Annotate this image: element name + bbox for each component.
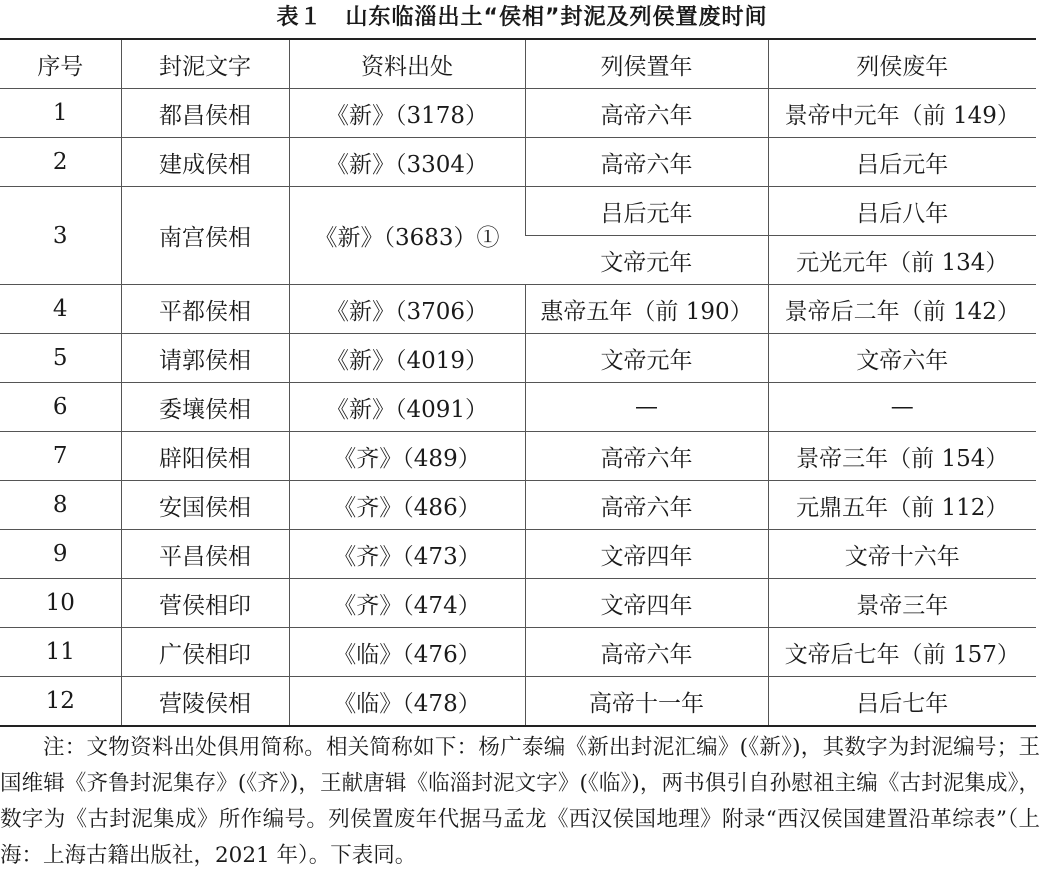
cell-source: 《新》（3178） (289, 89, 525, 138)
cell-seal-text: 委壤侯相 (121, 383, 289, 432)
table-row (0, 187, 1036, 236)
cell-no: 5 (0, 334, 121, 383)
table-row (0, 530, 1036, 579)
cell-seal-text: 请郭侯相 (121, 334, 289, 383)
cell-no: 12 (0, 677, 121, 727)
cell-established: 高帝六年 (525, 89, 768, 138)
table-row (0, 628, 1036, 677)
table-row (0, 677, 1036, 727)
cell-no: 6 (0, 383, 121, 432)
cell-no: 1 (0, 89, 121, 138)
cell-established: 惠帝五年（前 190） (525, 285, 768, 334)
cell-established: — (525, 383, 768, 432)
cell-abolished: 吕后七年 (768, 677, 1036, 727)
cell-established: 文帝四年 (525, 579, 768, 628)
cell-abolished: 景帝后二年（前 142） (768, 285, 1036, 334)
cell-seal-text: 广侯相印 (121, 628, 289, 677)
cell-source: 《齐》（486） (289, 481, 525, 530)
cell-no: 8 (0, 481, 121, 530)
cell-source: 《齐》（489） (289, 432, 525, 481)
table-row (0, 432, 1036, 481)
cell-seal-text: 营陵侯相 (121, 677, 289, 727)
cell-abolished: 吕后八年 (768, 187, 1036, 236)
seal-table (0, 38, 1036, 727)
cell-established: 文帝四年 (525, 530, 768, 579)
table-row (0, 579, 1036, 628)
cell-established: 文帝元年 (525, 236, 768, 285)
cell-source: 《临》（476） (289, 628, 525, 677)
cell-source: 《新》（3706） (289, 285, 525, 334)
cell-source: 《新》（3683）① (289, 187, 525, 285)
header-seal-text: 封泥文字 (121, 39, 289, 89)
cell-established: 吕后元年 (525, 187, 768, 236)
cell-source: 《新》（3304） (289, 138, 525, 187)
cell-seal-text: 南宫侯相 (121, 187, 289, 285)
cell-abolished: 文帝后七年（前 157） (768, 628, 1036, 677)
cell-abolished: — (768, 383, 1036, 432)
cell-seal-text: 平昌侯相 (121, 530, 289, 579)
header-source: 资料出处 (289, 39, 525, 89)
table-row (0, 89, 1036, 138)
cell-no: 3 (0, 187, 121, 285)
cell-seal-text: 都昌侯相 (121, 89, 289, 138)
cell-abolished: 元光元年（前 134） (768, 236, 1036, 285)
cell-abolished: 元鼎五年（前 112） (768, 481, 1036, 530)
table-caption: 表１ 山东临淄出土“侯相”封泥及列侯置废时间 (276, 5, 768, 30)
cell-abolished: 文帝十六年 (768, 530, 1036, 579)
cell-source: 《新》（4019） (289, 334, 525, 383)
cell-established: 高帝六年 (525, 481, 768, 530)
cell-abolished: 文帝六年 (768, 334, 1036, 383)
cell-no: 10 (0, 579, 121, 628)
table-footnote: 注：文物资料出处俱用简称。相关简称如下：杨广泰编《新出封泥汇编》(《新》)，其数字为封泥编号；王国维辑《齐鲁封泥集存》(《齐》)，王献唐辑《临淄封泥文字》(《临》)，两书俱引自孙慰祖主编《古封泥集成》，数字为《古封泥集成》所作编号。列侯置废年代据马孟龙《西汉侯国地理》附录“西汉侯国建置沿革综表”（上海：上海古籍出版社，2021 年）。下表同。 (0, 735, 1040, 868)
header-abolished: 列侯废年 (768, 39, 1036, 89)
cell-established: 文帝元年 (525, 334, 768, 383)
cell-abolished: 景帝三年（前 154） (768, 432, 1036, 481)
cell-established: 高帝十一年 (525, 677, 768, 727)
header-no: 序号 (0, 39, 121, 89)
cell-seal-text: 建成侯相 (121, 138, 289, 187)
cell-established: 高帝六年 (525, 432, 768, 481)
cell-no: 7 (0, 432, 121, 481)
cell-no: 11 (0, 628, 121, 677)
cell-abolished: 景帝中元年（前 149） (768, 89, 1036, 138)
cell-no: 4 (0, 285, 121, 334)
cell-established: 高帝六年 (525, 628, 768, 677)
table-row (0, 285, 1036, 334)
cell-seal-text: 安国侯相 (121, 481, 289, 530)
cell-seal-text: 菅侯相印 (121, 579, 289, 628)
table-header-row (0, 39, 1036, 89)
cell-abolished: 景帝三年 (768, 579, 1036, 628)
cell-source: 《齐》（474） (289, 579, 525, 628)
table-row (0, 138, 1036, 187)
cell-source: 《齐》（473） (289, 530, 525, 579)
table-row (0, 383, 1036, 432)
cell-seal-text: 平都侯相 (121, 285, 289, 334)
cell-source: 《临》（478） (289, 677, 525, 727)
cell-established: 高帝六年 (525, 138, 768, 187)
table-row (0, 481, 1036, 530)
cell-source: 《新》（4091） (289, 383, 525, 432)
cell-no: 9 (0, 530, 121, 579)
header-established: 列侯置年 (525, 39, 768, 89)
cell-seal-text: 辟阳侯相 (121, 432, 289, 481)
cell-no: 2 (0, 138, 121, 187)
table-row (0, 334, 1036, 383)
cell-abolished: 吕后元年 (768, 138, 1036, 187)
